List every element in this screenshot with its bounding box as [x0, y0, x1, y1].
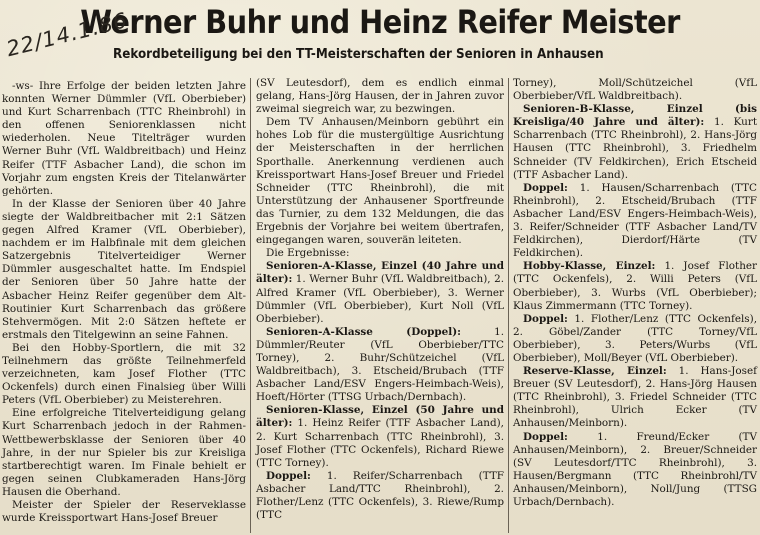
paragraph: Bei den Hobby-Sportlern, die mit 32 Teilnehmern das größte Teilnehmerfeld verzeichneten, kam Josef Flother (TTC Ockenfels) durch einen Finalsieg über Willi Peters (VfL Oberbieber) zu Meisterehren.: [2, 341, 246, 407]
paragraph: Dem TV Anhausen/Meinborn gebührt ein hohes Lob für die mustergültige Ausrichtung der Meisterschaften in der herrlichen Sporthalle. Anerkennung verdienen auch Kreissportwart Hans-Josef Breuer und Friedel Schneider (TTC Rheinbrohl), die mit Unterstützung der Anhausener Sportfreunde das Turnier, zu dem 132 Meldungen, die das Ergebnis der Vorjahre bei weitem übertrafen, eingegangen waren, souverän leiteten.: [256, 116, 504, 247]
article-column-1: [2, 80, 246, 525]
result-text: 1. Kurt Scharrenbach (TTC Rheinbrohl), 2. Hans-Jörg Hausen (TTC Rheinbrohl), 3. Friedhelm Schneider (TV Feldkirchen), Erich Etscheid (TTF Asbacher Land).: [513, 116, 757, 181]
result-category: Doppel:: [523, 312, 568, 325]
result-category: Doppel:: [523, 181, 568, 194]
result-category: Senioren-A-Klasse (Doppel):: [266, 325, 461, 338]
result-text: 1. Heinz Reifer (TTF Asbacher Land), 2. Kurt Scharrenbach (TTC Rheinbrohl), 3. Josef Flother (TTC Ockenfels), Richard Riewe (TTC Torney).: [256, 417, 504, 469]
result-entry: [256, 260, 504, 325]
paragraph: -ws- Ihre Erfolge der beiden letzten Jahre konnten Werner Dümmler (VfL Oberbieber) und Kurt Scharrenbach (TTC Rheinbrohl) in den offenen Seniorenklassen nicht wiederholen. Neue Titelträger wurden Werner Buhr (VfL Waldbreitbach) und Heinz Reifer (TTF Asbacher Land), die schon im Vorjahr zum engsten Kreis der Titelanwärter gehörten.: [2, 80, 246, 197]
result-category: Hobby-Klasse, Einzel:: [523, 260, 656, 273]
result-text: 1. Reifer/Scharrenbach (TTF Asbacher Land/TTC Rheinbrohl), 2. Flother/Lenz (TTC Ockenfels), 3. Riewe/Rump (TTC: [256, 469, 504, 522]
subheadline: Rekordbeteiligung bei den TT-Meisterschaften der Senioren in Anhausen: [113, 47, 604, 62]
result-text: 1. Hausen/Scharrenbach (TTC Rheinbrohl), 2. Etscheid/Brubach (TTF Asbacher Land/ESV Engers-Heimbach-Weis), 3. Reifer/Schneider (TTF Asbacher Land/TV Feldkirchen), Dierdorf/Härte (TV Feldkirchen).: [513, 181, 757, 260]
paragraph: Torney), Moll/Schützeichel (VfL Oberbieber/VfL Waldbreitbach).: [513, 77, 757, 103]
result-text: 1. Freund/Ecker (TV Anhausen/Meinborn), 2. Breuer/Schneider (SV Leutesdorf/TTC Rheinbrohl), 3. Hausen/Bergmann (TTC Rheinbrohl/TV Anhausen/Meinborn), Noll/Jung (TTSG Urbach/Dernbach).: [513, 430, 757, 508]
result-text: 1. Flother/Lenz (TTC Ockenfels), 2. Göbel/Zander (TTC Torney/VfL Oberbieber), 3. Peters/Wurbs (VfL Oberbieber), Moll/Beyer (VfL Oberbieber).: [513, 312, 757, 364]
results-heading: Die Ergebnisse:: [266, 247, 350, 260]
result-category: Senioren-B-Klasse, Einzel (bis Kreisliga/40 Jahre und älter):: [513, 103, 757, 129]
column-divider: [508, 78, 509, 533]
result-entry: [513, 431, 757, 510]
result-category: Senioren-Klasse, Einzel (50 Jahre und älter):: [256, 404, 504, 430]
article-column-2: [256, 77, 504, 522]
result-category: Doppel:: [523, 430, 568, 443]
paragraph: Meister der Spieler der Reserveklasse wurde Kreissportwart Hans-Josef Breuer: [2, 499, 246, 525]
result-entry: [513, 365, 757, 430]
result-text: 1. Dümmler/Reuter (VfL Oberbieber/TTC Torney), 2. Buhr/Schützeichel (VfL Waldbreitbach), 3. Etscheid/Brubach (TTF Asbacher Land/ESV Engers-Heimbach-Weis), Hoeft/Hörter (TTSG Urbach/Dernbach).: [256, 325, 504, 404]
result-text: 1. Josef Flother (TTC Ockenfels), 2. Willi Peters (VfL Oberbieber), 3. Wurbs (VfL Oberbieber); Klaus Zimmermann (TTC Torney).: [513, 260, 758, 312]
result-category: Reserve-Klasse, Einzel:: [523, 365, 667, 378]
result-entry: [513, 313, 757, 365]
column-divider: [250, 78, 251, 533]
result-category: Doppel:: [266, 469, 311, 482]
result-entry: [256, 470, 504, 522]
paragraph: In der Klasse der Senioren über 40 Jahre siegte der Waldbreitbacher mit 2:1 Sätzen gegen Alfred Kramer (VfL Oberbieber), nachdem er im Halbfinale mit dem gleichen Satzergebnis Titelverteidiger Werner Dümmler ausgeschaltet hatte. Im Endspiel der Senioren über 50 Jahre hatte der Asbacher Heinz Reifer gegenüber dem Alt-Routinier Kurt Scharrenbach das größere Stehvermögen. Mit 2:0 Sätzen heftete er erstmals den Titelgewinn an seine Fahnen.: [2, 197, 246, 341]
paragraph: Eine erfolgreiche Titelverteidigung gelang Kurt Scharrenbach jedoch in der Rahmen-Wettbewerbsklasse der Senioren über 40 Jahre, in der nur Spieler bis zur Kreisliga startberechtigt waren. Im Finale behielt er gegen seinen Clubkameraden Hans-Jörg Hausen die Oberhand.: [2, 407, 246, 498]
handwritten-date: 22/14.1.86: [4, 8, 131, 62]
result-entry: [256, 404, 504, 469]
article-column-3: [513, 77, 757, 509]
result-entry: [513, 103, 757, 182]
result-text: 1. Werner Buhr (VfL Waldbreitbach), 2. Alfred Kramer (VfL Oberbieber), 3. Werner Dümmler (VfL Oberbieber), Kurt Noll (VfL Oberbieber).: [256, 273, 504, 325]
headline: Werner Buhr und Heinz Reifer Meister: [80, 3, 680, 41]
result-text: 1. Hans-Josef Breuer (SV Leutesdorf), 2. Hans-Jörg Hausen (TTC Rheinbrohl), 3. Friedel Schneider (TTC Rheinbrohl), Ulrich Ecker (TV Anhausen/Meinborn).: [513, 365, 757, 430]
result-entry: [513, 182, 757, 261]
result-entry: [513, 260, 757, 312]
result-category: Senioren-A-Klasse, Einzel (40 Jahre und älter):: [256, 260, 504, 286]
result-entry: [256, 326, 504, 405]
paragraph: (SV Leutesdorf), dem es endlich einmal gelang, Hans-Jörg Hausen, der in Jahren zuvor zweimal siegreich war, zu bezwingen.: [256, 77, 504, 116]
